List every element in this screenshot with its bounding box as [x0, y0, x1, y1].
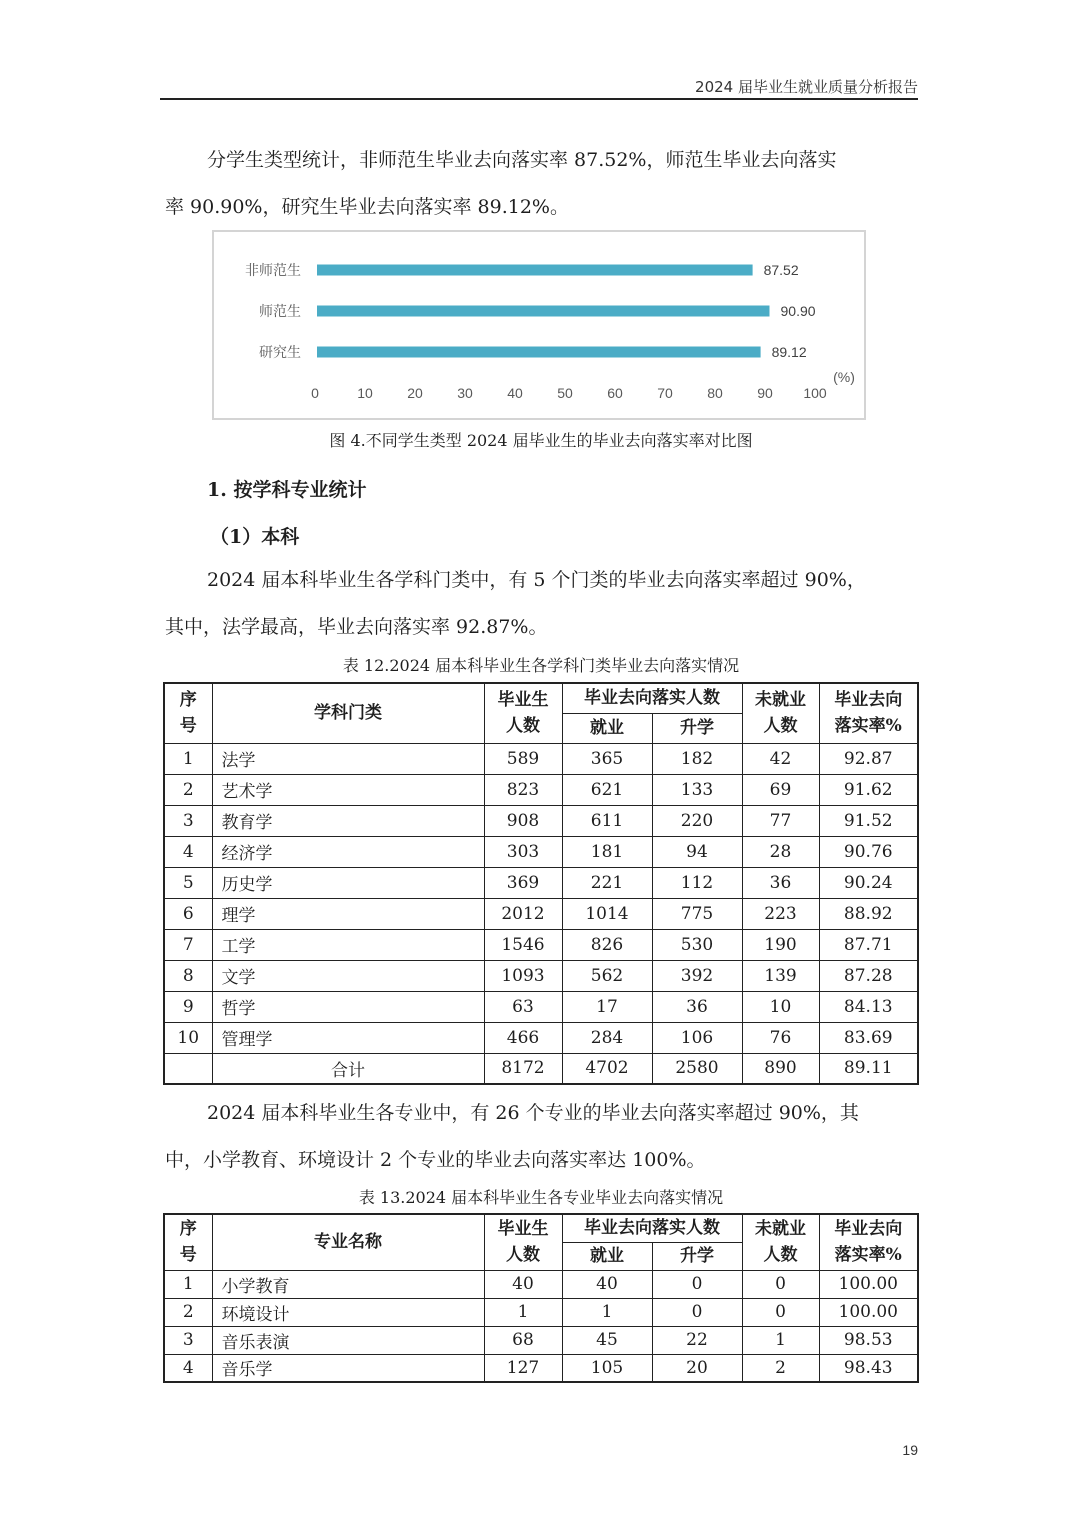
- table-cell: 音乐学: [212, 1354, 484, 1382]
- table-cell: 40: [562, 1270, 652, 1298]
- table-cell: 284: [562, 1022, 652, 1053]
- table-cell: 8172: [484, 1053, 562, 1084]
- table-cell: 68: [484, 1326, 562, 1354]
- table-cell: 经济学: [212, 836, 484, 867]
- table-cell: 365: [562, 743, 652, 774]
- paragraph-line: 率 90.90%，研究生毕业去向落实率 89.12%。: [165, 196, 569, 218]
- header-unemployed: 未就业 人数: [742, 1214, 819, 1270]
- table-cell: 88.92: [819, 898, 918, 929]
- table-cell: 562: [562, 960, 652, 991]
- header-graduates: 毕业生 人数: [484, 683, 562, 743]
- table-cell: 100.00: [819, 1298, 918, 1326]
- table-row: [164, 836, 918, 867]
- table-cell: 42: [742, 743, 819, 774]
- paragraph-line: 分学生类型统计，非师范生毕业去向落实率 87.52%，师范生毕业去向落实: [207, 149, 837, 171]
- table-row: [164, 1022, 918, 1053]
- table-cell: 589: [484, 743, 562, 774]
- category-label: 非师范生: [245, 263, 301, 279]
- table-cell: 40: [484, 1270, 562, 1298]
- table-row: [164, 743, 918, 774]
- table-cell: 1: [562, 1298, 652, 1326]
- table-cell: 0: [652, 1270, 742, 1298]
- x-tick-label: 20: [407, 385, 423, 401]
- table-cell: 303: [484, 836, 562, 867]
- x-tick-label: 60: [607, 385, 623, 401]
- data-label: 87.52: [763, 262, 799, 278]
- table-cell: 87.71: [819, 929, 918, 960]
- x-tick-label: 70: [657, 385, 673, 401]
- category-label: 师范生: [259, 304, 301, 320]
- axis-unit-label: (%): [833, 369, 855, 385]
- table-row: [164, 867, 918, 898]
- x-tick-label: 100: [803, 385, 827, 401]
- table-cell: 1: [164, 743, 212, 774]
- table-cell: 182: [652, 743, 742, 774]
- paragraph-line: 中，小学教育、环境设计 2 个专业的毕业去向落实率达 100%。: [165, 1149, 706, 1171]
- table-row: [164, 1298, 918, 1326]
- table-cell: 10: [164, 1022, 212, 1053]
- paragraph-student-type: [165, 137, 917, 231]
- table-cell: 17: [562, 991, 652, 1022]
- table-cell: 1014: [562, 898, 652, 929]
- table-cell: 3: [164, 1326, 212, 1354]
- header-seq: 序 号: [164, 683, 212, 743]
- table-cell: 历史学: [212, 867, 484, 898]
- table-cell: 91.52: [819, 805, 918, 836]
- table-cell: 9: [164, 991, 212, 1022]
- table-cell: 音乐表演: [212, 1326, 484, 1354]
- table-cell: 466: [484, 1022, 562, 1053]
- section-heading: 1. 按学科专业统计: [207, 479, 367, 501]
- table-cell: 36: [742, 867, 819, 898]
- table-cell: 90.76: [819, 836, 918, 867]
- table-caption: 表 12.2024 届本科毕业生各学科门类毕业去向落实情况: [342, 656, 740, 675]
- table-cell: 环境设计: [212, 1298, 484, 1326]
- header-name: 专业名称: [212, 1214, 484, 1270]
- bar: [317, 265, 753, 276]
- category-label: 研究生: [259, 345, 301, 361]
- table-cell: 890: [742, 1053, 819, 1084]
- table-row: [164, 991, 918, 1022]
- table-cell: 4702: [562, 1053, 652, 1084]
- table-cell: 181: [562, 836, 652, 867]
- table-cell: 理学: [212, 898, 484, 929]
- table-caption: 表 13.2024 届本科毕业生各专业毕业去向落实情况: [358, 1188, 724, 1207]
- table-cell: 文学: [212, 960, 484, 991]
- table-total-row: [164, 1053, 918, 1084]
- table-cell: 84.13: [819, 991, 918, 1022]
- table-cell: 87.28: [819, 960, 918, 991]
- table-cell: 管理学: [212, 1022, 484, 1053]
- table-cell: 83.69: [819, 1022, 918, 1053]
- table-cell: 63: [484, 991, 562, 1022]
- table-cell: 1: [742, 1326, 819, 1354]
- table-cell: 36: [652, 991, 742, 1022]
- table-cell: 112: [652, 867, 742, 898]
- table-cell: 1: [484, 1298, 562, 1326]
- page-number: 19: [902, 1442, 918, 1458]
- header-rule: [160, 98, 918, 100]
- x-tick-label: 40: [507, 385, 523, 401]
- table-cell: 220: [652, 805, 742, 836]
- table-cell: 100.00: [819, 1270, 918, 1298]
- table-cell: 2: [742, 1354, 819, 1382]
- rate-bar-chart: [212, 230, 866, 420]
- table-cell: 92.87: [819, 743, 918, 774]
- table-cell: [164, 1053, 212, 1084]
- header-graduates: 毕业生 人数: [484, 1214, 562, 1270]
- table-cell: 10: [742, 991, 819, 1022]
- table-cell: 139: [742, 960, 819, 991]
- table-cell: 2012: [484, 898, 562, 929]
- paragraph-line: 2024 届本科毕业生各专业中，有 26 个专业的毕业去向落实率超过 90%，其: [207, 1102, 859, 1124]
- table-cell: 4: [164, 1354, 212, 1382]
- paragraph-line: 2024 届本科毕业生各学科门类中，有 5 个门类的毕业去向落实率超过 90%，: [207, 569, 866, 591]
- table-cell: 法学: [212, 743, 484, 774]
- bar: [317, 347, 761, 358]
- table-row: [164, 1354, 918, 1382]
- table-cell: 106: [652, 1022, 742, 1053]
- table-cell: 1546: [484, 929, 562, 960]
- header-unemployed: 未就业 人数: [742, 683, 819, 743]
- bar: [317, 306, 770, 317]
- table-cell: 369: [484, 867, 562, 898]
- table-cell: 1093: [484, 960, 562, 991]
- paragraph-major: [165, 1090, 917, 1184]
- header-study: 升学: [652, 713, 742, 743]
- x-tick-label: 50: [557, 385, 573, 401]
- table-cell: 3: [164, 805, 212, 836]
- table-cell: 0: [652, 1298, 742, 1326]
- table-cell: 20: [652, 1354, 742, 1382]
- table-cell: 127: [484, 1354, 562, 1382]
- header-job: 就业: [562, 1242, 652, 1270]
- header-title: 2024 届毕业生就业质量分析报告: [695, 78, 918, 96]
- table-cell: 105: [562, 1354, 652, 1382]
- subsection-heading: （1）本科: [210, 526, 300, 548]
- table-cell: 89.11: [819, 1053, 918, 1084]
- table-cell: 94: [652, 836, 742, 867]
- table-cell: 69: [742, 774, 819, 805]
- table-row: [164, 898, 918, 929]
- table-cell: 77: [742, 805, 819, 836]
- table-cell: 小学教育: [212, 1270, 484, 1298]
- table-cell: 45: [562, 1326, 652, 1354]
- table-cell: 工学: [212, 929, 484, 960]
- table-cell: 826: [562, 929, 652, 960]
- discipline-table: [163, 682, 919, 1085]
- table-cell: 22: [652, 1326, 742, 1354]
- table-cell: 哲学: [212, 991, 484, 1022]
- x-tick-label: 30: [457, 385, 473, 401]
- table-cell: 621: [562, 774, 652, 805]
- header-rate: 毕业去向 落实率%: [819, 683, 918, 743]
- header-destination: 毕业去向落实人数: [562, 683, 742, 713]
- table-cell: 221: [562, 867, 652, 898]
- x-tick-label: 0: [311, 385, 319, 401]
- paragraph-discipline: [165, 557, 917, 651]
- header-job: 就业: [562, 713, 652, 743]
- x-tick-label: 90: [757, 385, 773, 401]
- table-cell: 190: [742, 929, 819, 960]
- table-cell: 98.53: [819, 1326, 918, 1354]
- header-seq: 序 号: [164, 1214, 212, 1270]
- table-cell: 合计: [212, 1053, 484, 1084]
- table-cell: 教育学: [212, 805, 484, 836]
- table-row: [164, 960, 918, 991]
- table-cell: 7: [164, 929, 212, 960]
- header-rate: 毕业去向 落实率%: [819, 1214, 918, 1270]
- figure-caption: 图 4.不同学生类型 2024 届毕业生的毕业去向落实率对比图: [329, 431, 753, 450]
- table-cell: 艺术学: [212, 774, 484, 805]
- table-cell: 823: [484, 774, 562, 805]
- table-cell: 611: [562, 805, 652, 836]
- major-table: [163, 1213, 919, 1383]
- table-cell: 4: [164, 836, 212, 867]
- paragraph-line: 其中，法学最高，毕业去向落实率 92.87%。: [165, 616, 548, 638]
- table-row: [164, 805, 918, 836]
- table-cell: 98.43: [819, 1354, 918, 1382]
- table-cell: 908: [484, 805, 562, 836]
- table-row: [164, 1326, 918, 1354]
- table-cell: 392: [652, 960, 742, 991]
- table-cell: 5: [164, 867, 212, 898]
- table-cell: 530: [652, 929, 742, 960]
- table-cell: 0: [742, 1270, 819, 1298]
- table-cell: 91.62: [819, 774, 918, 805]
- table-cell: 2: [164, 774, 212, 805]
- data-label: 89.12: [771, 344, 807, 360]
- table-cell: 1: [164, 1270, 212, 1298]
- table-row: [164, 929, 918, 960]
- table-cell: 76: [742, 1022, 819, 1053]
- x-tick-label: 10: [357, 385, 373, 401]
- table-cell: 0: [742, 1298, 819, 1326]
- x-tick-label: 80: [707, 385, 723, 401]
- table-cell: 90.24: [819, 867, 918, 898]
- table-cell: 28: [742, 836, 819, 867]
- header-name: 学科门类: [212, 683, 484, 743]
- header-destination: 毕业去向落实人数: [562, 1214, 742, 1242]
- page-header: [160, 76, 918, 100]
- header-study: 升学: [652, 1242, 742, 1270]
- table-cell: 6: [164, 898, 212, 929]
- table-cell: 8: [164, 960, 212, 991]
- table-cell: 775: [652, 898, 742, 929]
- table-cell: 223: [742, 898, 819, 929]
- table-cell: 133: [652, 774, 742, 805]
- table-row: [164, 1270, 918, 1298]
- data-label: 90.90: [780, 303, 816, 319]
- table-cell: 2: [164, 1298, 212, 1326]
- chart-svg: [214, 232, 864, 418]
- table-row: [164, 774, 918, 805]
- table-cell: 2580: [652, 1053, 742, 1084]
